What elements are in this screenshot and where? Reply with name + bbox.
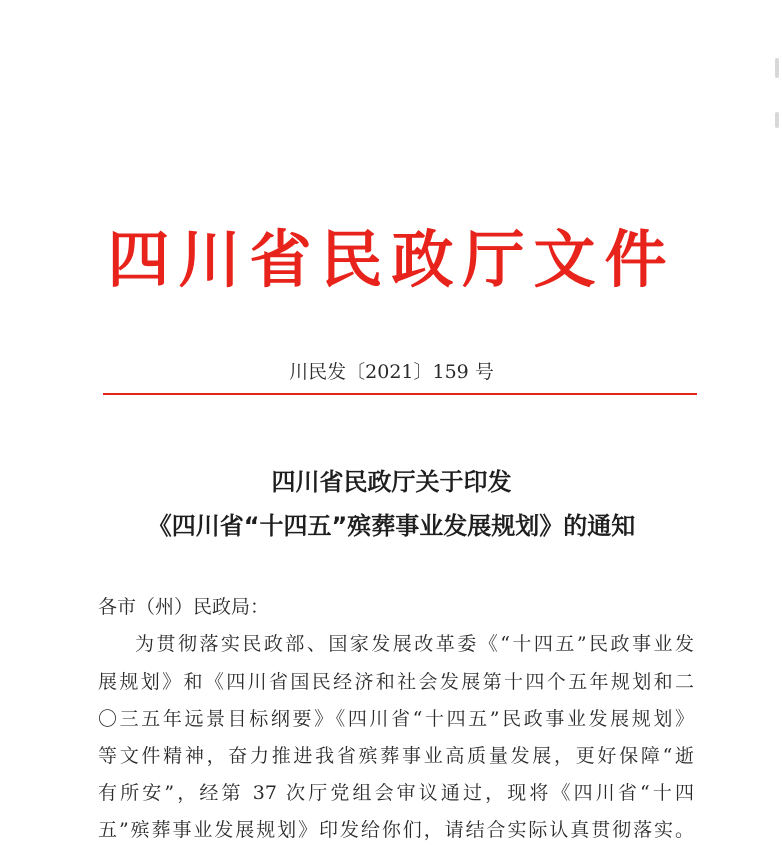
body-paragraph-line: 有所安”，经第 37 次厅党组会审议通过，现将《四川省“十四 xyxy=(98,782,694,804)
salutation: 各市（州）民政局： xyxy=(98,596,270,618)
document-masthead: 四川省民政厅文件 xyxy=(107,223,676,296)
notice-title-line-1: 四川省民政厅关于印发 xyxy=(271,468,512,496)
scan-artifact xyxy=(775,112,779,128)
red-divider-line xyxy=(103,393,697,395)
body-paragraph-line: 为贯彻落实民政部、国家发展改革委《“十四五”民政事业发 xyxy=(135,633,694,655)
body-paragraph-line: 展规划》和《四川省国民经济和社会发展第十四个五年规划和二 xyxy=(98,671,694,693)
notice-title-line-2: 《四川省“十四五”殡葬事业发展规划》的通知 xyxy=(147,512,636,540)
body-paragraph-line: 五”殡葬事业发展规划》印发给你们，请结合实际认真贯彻落实。 xyxy=(98,819,694,841)
document-number: 川民发〔2021〕159 号 xyxy=(289,361,494,383)
body-paragraph-line: 等文件精神，奋力推进我省殡葬事业高质量发展，更好保障“逝 xyxy=(98,745,694,767)
body-paragraph-line: 〇三五年远景目标纲要》《四川省“十四五”民政事业发展规划》 xyxy=(98,708,694,730)
scan-artifact xyxy=(775,58,779,78)
